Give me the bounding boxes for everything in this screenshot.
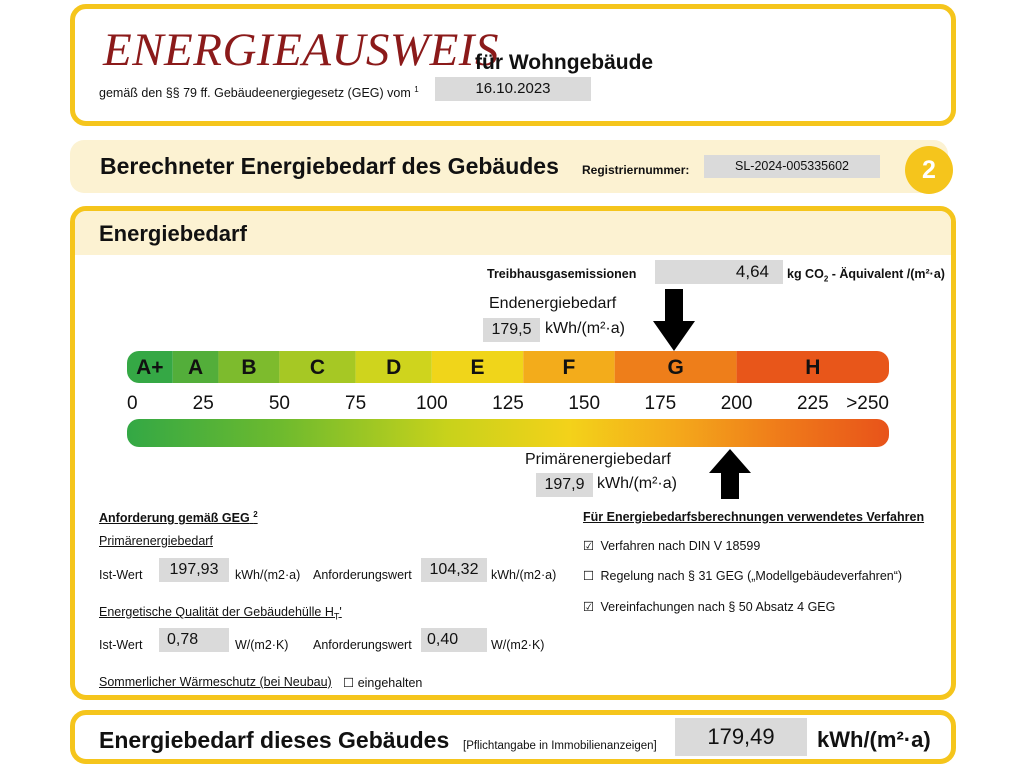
tick-label: 200 xyxy=(720,393,753,414)
document-title: ENERGIEAUSWEIS xyxy=(103,24,499,76)
tick-label: 0 xyxy=(127,393,138,414)
primary-energy-unit: kWh/(m²·a) xyxy=(597,475,677,492)
envelope-quality-suffix: ' xyxy=(339,605,342,619)
footer-note: [Pflichtangabe in Immobilienanzeigen] xyxy=(463,740,657,752)
header-box xyxy=(70,4,956,126)
class-label: A+ xyxy=(136,356,164,379)
tick-labels xyxy=(127,393,889,414)
ht-anf-value: 0,40 xyxy=(421,628,487,652)
legal-basis-text xyxy=(99,85,419,100)
ghg-label: Treibhausgasemissionen xyxy=(487,267,637,281)
section-title: Berechneter Energiebedarf des Gebäudes xyxy=(100,153,559,179)
class-label: B xyxy=(241,356,257,379)
legal-basis-label: gemäß den §§ 79 ff. Gebäudeenergiegesetz (GEG) vom xyxy=(99,86,411,101)
method-item xyxy=(583,599,835,614)
date-field: 16.10.2023 xyxy=(435,77,591,101)
energy-scale xyxy=(123,351,893,451)
requirements-title xyxy=(99,510,258,525)
requirements-title-text: Anforderung gemäß GEG xyxy=(99,511,250,526)
primary-ist-unit: kWh/(m2·a) xyxy=(235,568,301,582)
method-label: Verfahren nach DIN V 18599 xyxy=(600,539,761,553)
ghg-unit xyxy=(787,267,945,284)
method-checkbox: ☑ xyxy=(583,539,595,553)
class-label: E xyxy=(470,356,485,379)
summer-protection-label: Sommerlicher Wärmeschutz (bei Neubau) xyxy=(99,675,332,689)
class-label: C xyxy=(309,356,326,379)
tick-label: 25 xyxy=(192,393,214,414)
tick-label: 50 xyxy=(268,393,290,414)
class-label: H xyxy=(805,356,821,379)
ghg-unit-suffix: - Äquivalent /(m²·a) xyxy=(828,267,945,281)
summer-value: eingehalten xyxy=(357,676,423,690)
method-checkbox: ☐ xyxy=(583,569,595,583)
tick-label: 100 xyxy=(415,393,448,414)
primary-anf-value: 104,32 xyxy=(421,558,487,582)
energy-demand-box xyxy=(70,206,956,700)
envelope-quality-sub: T xyxy=(333,611,340,622)
ht-anf-unit: W/(m2·K) xyxy=(491,638,545,652)
footer-unit: kWh/(m²·a) xyxy=(817,727,931,752)
primary-energy-value: 197,9 xyxy=(536,473,593,497)
ht-ist-value: 0,78 xyxy=(159,628,229,652)
method-item xyxy=(583,568,902,583)
document-subtitle: für Wohngebäude xyxy=(475,51,654,74)
gradient-bar xyxy=(127,419,889,447)
primary-requirement-label: Primärenergiebedarf xyxy=(99,534,213,548)
requirements-footnote: 2 xyxy=(253,510,258,519)
registration-label: Registriernummer: xyxy=(582,163,690,177)
class-label: D xyxy=(386,356,402,379)
ht-ist-label: Ist-Wert xyxy=(99,638,143,652)
section-heading-bar xyxy=(70,140,948,193)
page-number-badge: 2 xyxy=(905,146,953,194)
primary-ist-value: 197,93 xyxy=(159,558,229,582)
method-label: Regelung nach § 31 GEG („Modellgebäudeverfahren“) xyxy=(600,569,903,583)
end-energy-arrow xyxy=(651,289,697,353)
primary-ist-label: Ist-Wert xyxy=(99,568,143,582)
tick-label: 75 xyxy=(345,393,367,414)
primary-energy-arrow xyxy=(707,449,753,501)
tick-label: 150 xyxy=(568,393,601,414)
methods-title: Für Energiebedarfsberechnungen verwendetes Verfahren xyxy=(583,510,925,524)
method-checkbox: ☑ xyxy=(583,600,595,614)
end-energy-label: Endenergiebedarf xyxy=(489,295,617,312)
energy-demand-header xyxy=(75,211,951,255)
registration-number: SL-2024-005335602 xyxy=(704,155,880,178)
method-label: Vereinfachungen nach § 50 Absatz 4 GEG xyxy=(600,600,836,614)
footer-title: Energiebedarf dieses Gebäudes xyxy=(99,727,450,753)
end-energy-value: 179,5 xyxy=(483,318,540,342)
tick-label: >250 xyxy=(846,393,889,414)
primary-anf-label: Anforderungswert xyxy=(313,568,412,582)
tick-label: 225 xyxy=(796,393,829,414)
summer-protection-check xyxy=(343,675,422,690)
ghg-unit-sub: 2 xyxy=(823,274,829,284)
energy-demand-title: Energiebedarf xyxy=(99,221,247,246)
footer-box xyxy=(70,710,956,764)
ghg-value: 4,64 xyxy=(655,260,783,284)
ht-anf-label: Anforderungswert xyxy=(313,638,412,652)
tick-label: 175 xyxy=(644,393,677,414)
ht-ist-unit: W/(m2·K) xyxy=(235,638,289,652)
primary-energy-label: Primärenergiebedarf xyxy=(525,451,671,468)
summer-checkbox: ☐ xyxy=(343,676,355,690)
class-label: F xyxy=(562,356,576,379)
tick-label: 125 xyxy=(492,393,524,414)
legal-footnote: 1 xyxy=(414,85,419,94)
envelope-quality-label xyxy=(99,605,342,622)
class-label: G xyxy=(667,356,684,379)
ghg-unit-prefix: kg CO xyxy=(787,267,824,281)
footer-value: 179,49 xyxy=(675,718,807,756)
primary-anf-unit: kWh/(m2·a) xyxy=(491,568,557,582)
end-energy-unit: kWh/(m²·a) xyxy=(545,320,625,337)
method-item xyxy=(583,538,760,553)
envelope-quality-prefix: Energetische Qualität der Gebäudehülle H xyxy=(99,605,334,619)
class-label: A xyxy=(187,356,204,379)
